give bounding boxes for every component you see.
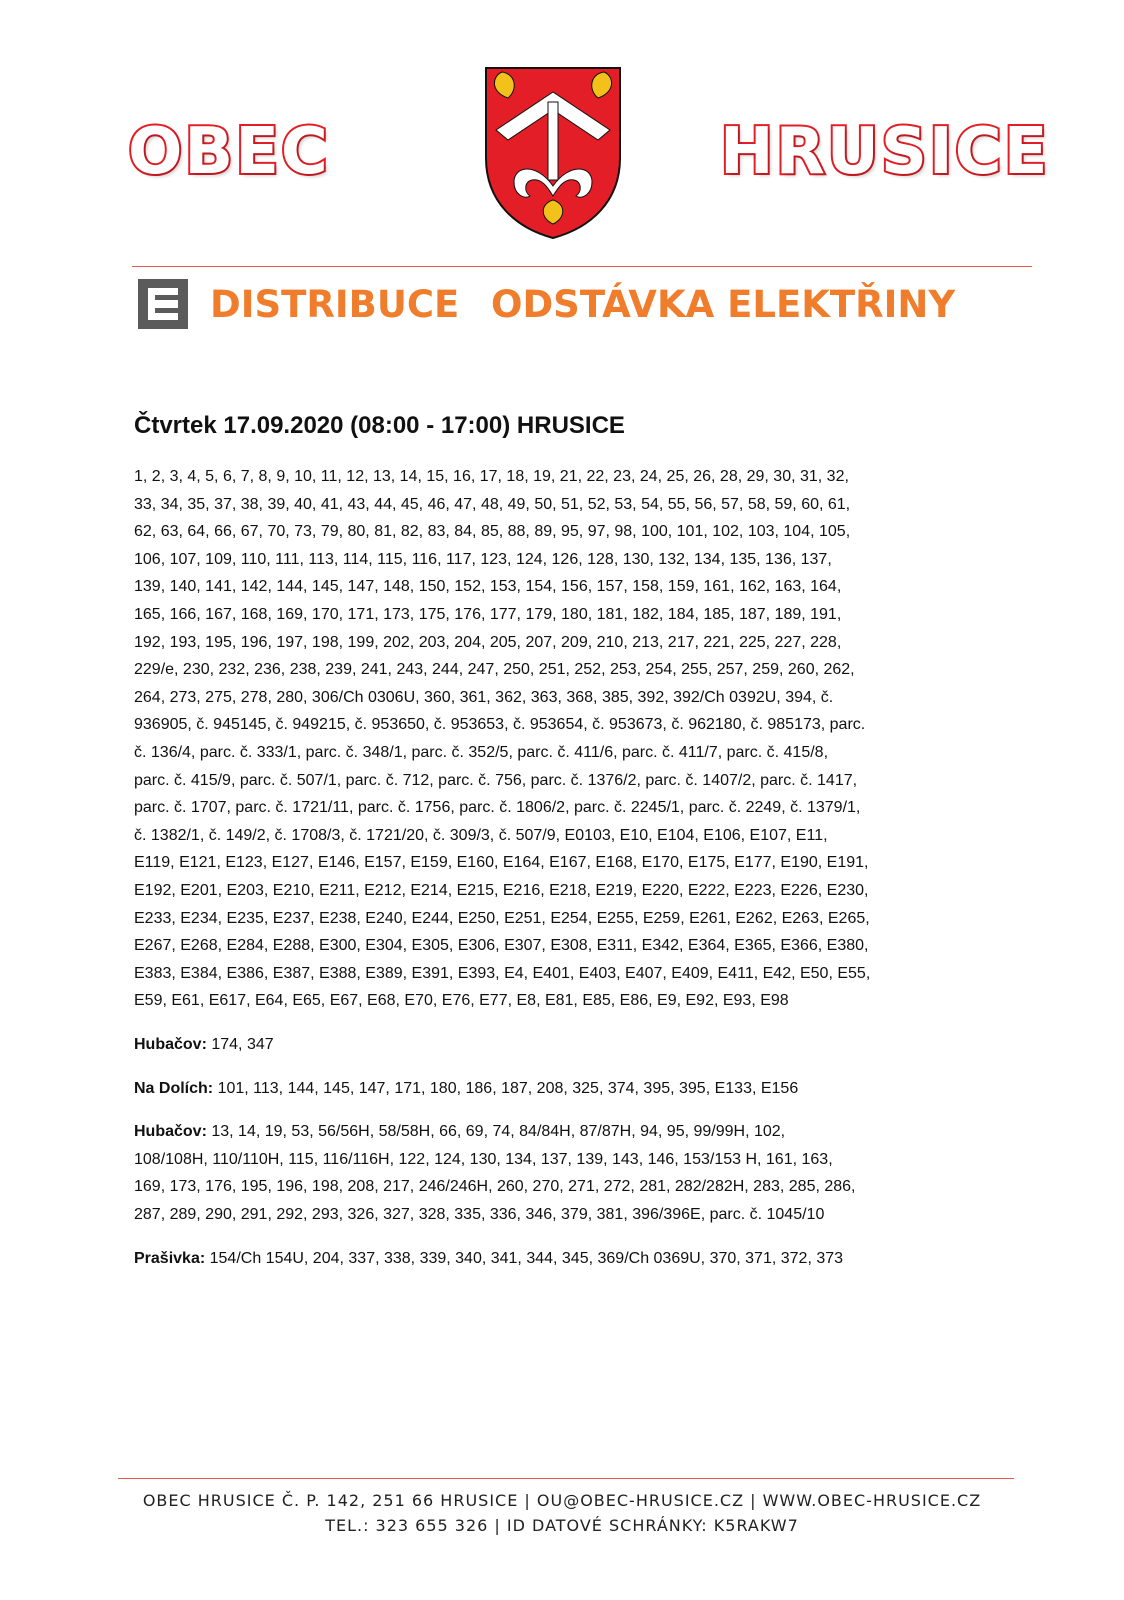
list-line: E267, E268, E284, E288, E300, E304, E305, E306, E307, E308, E311, E342, E364, E365, E366, E380, [134,937,869,955]
locality-numbers: 174, 347 [211,1036,274,1053]
locality-numbers: 13, 14, 19, 53, 56/56H, 58/58H, 66, 69, 74, 84/84H, 87/87H, 94, 95, 99/99H, 102, [211,1123,786,1140]
list-line: E233, E234, E235, E237, E238, E240, E244, E250, E251, E254, E255, E259, E261, E262, E263, E265, [134,909,870,927]
footer-contact: TEL.: 323 655 326 | ID DATOVÉ SCHRÁNKY: K5RAKW7 [325,1516,799,1535]
locality-section-hubacov [134,1031,1004,1059]
header-word-hrusice: HRUSICE [720,115,1050,189]
outage-date-heading: Čtvrtek 17.09.2020 (08:00 - 17:00) HRUSICE [134,412,625,439]
footer-address: OBEC HRUSICE Č. P. 142, 251 66 HRUSICE | OU@OBEC-HRUSICE.CZ | WWW.OBEC-HRUSICE.CZ [142,1491,982,1510]
list-line: 165, 166, 167, 168, 169, 170, 171, 173, 175, 176, 177, 179, 180, 181, 182, 184, 185, 187, 189, 191, [134,605,842,623]
list-line: E192, E201, E203, E210, E211, E212, E214, E215, E216, E218, E219, E220, E222, E223, E226, E230, [134,881,869,899]
list-line: 33, 34, 35, 37, 38, 39, 40, 41, 43, 44, 45, 46, 47, 48, 49, 50, 51, 52, 53, 54, 55, 56, 57, 58, 59, 60, 61, [134,495,851,513]
header-word-obec: OBEC [128,115,330,189]
list-line: parc. č. 415/9, parc. č. 507/1, parc. č. 712, parc. č. 756, parc. č. 1376/2, parc. č. 1407/2, parc. č. 1417, [134,771,858,789]
locality-label: Hubačov: [134,1123,207,1140]
locality-numbers: 108/108H, 110/110H, 115, 116/116H, 122, 124, 130, 134, 137, 139, 143, 146, 153/153 H, 161, 163, [134,1150,833,1168]
locality-section-prasivka [134,1245,1004,1273]
list-line: 264, 273, 275, 278, 280, 306/Ch 0306U, 360, 361, 362, 363, 368, 385, 392, 392/Ch 0392U, 394, č. [134,688,834,706]
locality-numbers: 154/Ch 154U, 204, 337, 338, 339, 340, 341, 344, 345, 369/Ch 0369U, 370, 371, 372, 373 [209,1250,844,1267]
list-line: 139, 140, 141, 142, 144, 145, 147, 148, 150, 152, 153, 154, 156, 157, 158, 159, 161, 162, 163, 164, [134,578,842,596]
list-line: 62, 63, 64, 66, 67, 70, 73, 79, 80, 81, 82, 83, 84, 85, 88, 89, 95, 97, 98, 100, 101, 102, 103, 104, 105, [134,523,851,541]
locality-label: Na Dolích: [134,1080,214,1097]
header-divider [132,266,1032,267]
list-line: E59, E61, E617, E64, E65, E67, E68, E70, E76, E77, E8, E81, E85, E86, E9, E92, E93, E98 [134,992,789,1010]
list-line: parc. č. 1707, parc. č. 1721/11, parc. č. 1756, parc. č. 1806/2, parc. č. 2245/1, parc. č. 2249, č. 1379/1, [134,799,861,817]
locality-label: Hubačov: [134,1036,207,1053]
list-line: 936905, č. 945145, č. 949215, č. 953650, č. 953653, č. 953654, č. 953673, č. 962180, č. 985173, parc. [134,716,866,734]
brand-name: DISTRIBUCE [210,283,460,326]
brand-notice: ODSTÁVKA ELEKTŘINY [491,283,956,326]
list-line: E383, E384, E386, E387, E388, E389, E391, E393, E4, E401, E403, E407, E409, E411, E42, E50, E55, [134,964,871,982]
cez-logo-icon [138,279,188,329]
locality-label: Prašivka: [134,1250,206,1267]
list-line: č. 136/4, parc. č. 333/1, parc. č. 348/1, parc. č. 352/5, parc. č. 411/6, parc. č. 411/7, parc. č. 415/8, [134,743,829,761]
list-line: 1, 2, 3, 4, 5, 6, 7, 8, 9, 10, 11, 12, 13, 14, 15, 16, 17, 18, 19, 21, 22, 23, 24, 25, 26, 28, 29, 30, 31, 32, [134,468,849,485]
list-line: 192, 193, 195, 196, 197, 198, 199, 202, 203, 204, 205, 207, 209, 210, 213, 217, 221, 225, 227, 228, [134,633,842,651]
coat-of-arms [478,62,628,242]
locality-numbers: 287, 289, 290, 291, 292, 293, 326, 327, 328, 335, 336, 346, 379, 381, 396/396E, parc. č. 1045/10 [134,1205,825,1223]
list-line: 229/e, 230, 232, 236, 238, 239, 241, 243, 244, 247, 250, 251, 252, 253, 254, 255, 257, 259, 260, 262, [134,661,855,679]
house-number-list [134,463,1004,1015]
locality-section-na-dolich [134,1075,1004,1103]
list-line: E119, E121, E123, E127, E146, E157, E159, E160, E164, E167, E168, E170, E175, E177, E190, E191, [134,854,869,872]
footer-divider [118,1478,1014,1479]
locality-numbers: 169, 173, 176, 195, 196, 198, 208, 217, 246/246H, 260, 270, 271, 272, 281, 282/282H, 283, 285, 286, [134,1178,856,1196]
locality-section-hubacov-2 [134,1118,1004,1228]
list-line: 106, 107, 109, 110, 111, 113, 114, 115, 116, 117, 123, 124, 126, 128, 130, 132, 134, 135, 136, 137, [134,550,832,568]
list-line: č. 1382/1, č. 149/2, č. 1708/3, č. 1721/20, č. 309/3, č. 507/9, E0103, E10, E104, E106, E107, E11, [134,826,828,844]
locality-numbers: 101, 113, 144, 145, 147, 171, 180, 186, 187, 208, 325, 374, 395, 395, E133, E156 [217,1080,799,1097]
